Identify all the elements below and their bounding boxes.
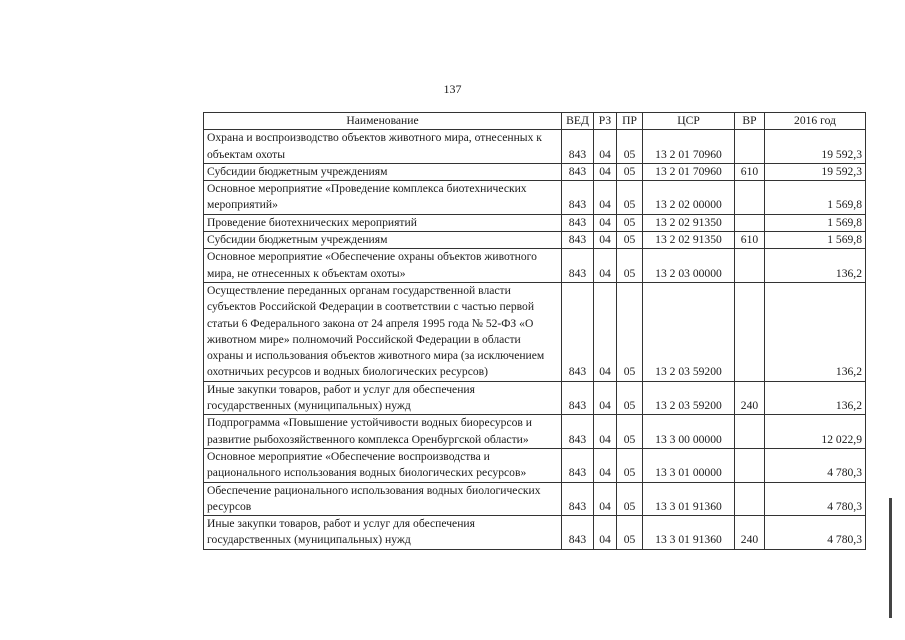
row-csr: 13 2 01 70960 — [643, 130, 735, 164]
row-amount: 136,2 — [765, 381, 866, 415]
row-ved: 843 — [562, 130, 594, 164]
row-name: Основное мероприятие «Проведение комплекса биотехнических мероприятий» — [204, 181, 562, 215]
row-amount: 4 780,3 — [765, 516, 866, 550]
budget-table — [203, 112, 866, 550]
table-body — [204, 130, 866, 549]
row-vr — [735, 282, 765, 381]
row-pr: 05 — [617, 214, 643, 231]
row-csr: 13 3 01 91360 — [643, 482, 735, 516]
row-rz: 04 — [594, 381, 617, 415]
row-name: Осуществление переданных органам государственной власти субъектов Российской Федерации в соответствии с частью первой статьи 6 Федерального закона от 24 апреля 1995 года № 52-ФЗ «О животном мире» полномочий Российской Федерации в области охраны и использования объектов животного мира (за исключением охотничьих ресурсов и водных биологических ресурсов) — [204, 282, 562, 381]
row-ved: 843 — [562, 163, 594, 180]
row-name: Субсидии бюджетным учреждениям — [204, 163, 562, 180]
row-pr: 05 — [617, 232, 643, 249]
row-name: Подпрограмма «Повышение устойчивости водных биоресурсов и развитие рыбохозяйственного комплекса Оренбургской области» — [204, 415, 562, 449]
row-rz: 04 — [594, 448, 617, 482]
header-rz: РЗ — [594, 113, 617, 130]
row-vr: 610 — [735, 232, 765, 249]
row-amount: 4 780,3 — [765, 482, 866, 516]
row-amount: 1 569,8 — [765, 232, 866, 249]
row-amount: 136,2 — [765, 249, 866, 283]
row-ved: 843 — [562, 232, 594, 249]
row-vr — [735, 448, 765, 482]
table-row — [204, 249, 866, 283]
header-row — [204, 113, 866, 130]
row-name: Основное мероприятие «Обеспечение воспроизводства и рационального использования водных биологических ресурсов» — [204, 448, 562, 482]
row-rz: 04 — [594, 249, 617, 283]
row-ved: 843 — [562, 181, 594, 215]
row-pr: 05 — [617, 249, 643, 283]
row-amount: 136,2 — [765, 282, 866, 381]
row-vr — [735, 482, 765, 516]
row-csr: 13 3 01 91360 — [643, 516, 735, 550]
row-vr — [735, 249, 765, 283]
table-row — [204, 214, 866, 231]
row-csr: 13 2 02 00000 — [643, 181, 735, 215]
row-ved: 843 — [562, 482, 594, 516]
row-vr — [735, 130, 765, 164]
row-pr: 05 — [617, 516, 643, 550]
row-pr: 05 — [617, 381, 643, 415]
row-pr: 05 — [617, 163, 643, 180]
row-rz: 04 — [594, 482, 617, 516]
row-pr: 05 — [617, 448, 643, 482]
row-rz: 04 — [594, 214, 617, 231]
table-row — [204, 482, 866, 516]
row-csr: 13 2 03 00000 — [643, 249, 735, 283]
row-name: Субсидии бюджетным учреждениям — [204, 232, 562, 249]
row-rz: 04 — [594, 181, 617, 215]
row-ved: 843 — [562, 282, 594, 381]
row-amount: 1 569,8 — [765, 214, 866, 231]
header-year: 2016 год — [765, 113, 866, 130]
row-pr: 05 — [617, 130, 643, 164]
row-vr — [735, 181, 765, 215]
row-amount: 19 592,3 — [765, 130, 866, 164]
row-name: Проведение биотехнических мероприятий — [204, 214, 562, 231]
row-csr: 13 2 03 59200 — [643, 381, 735, 415]
row-rz: 04 — [594, 415, 617, 449]
table-row — [204, 516, 866, 550]
row-name: Основное мероприятие «Обеспечение охраны объектов животного мира, не отнесенных к объектам охоты» — [204, 249, 562, 283]
row-rz: 04 — [594, 130, 617, 164]
header-ved: ВЕД — [562, 113, 594, 130]
table-row — [204, 415, 866, 449]
row-name: Охрана и воспроизводство объектов животного мира, отнесенных к объектам охоты — [204, 130, 562, 164]
scan-edge-line — [889, 498, 892, 618]
table-header — [204, 113, 866, 130]
header-vr: ВР — [735, 113, 765, 130]
table-row — [204, 130, 866, 164]
row-rz: 04 — [594, 163, 617, 180]
row-pr: 05 — [617, 282, 643, 381]
row-rz: 04 — [594, 516, 617, 550]
row-ved: 843 — [562, 214, 594, 231]
row-csr: 13 2 03 59200 — [643, 282, 735, 381]
table-row — [204, 232, 866, 249]
row-name: Иные закупки товаров, работ и услуг для обеспечения государственных (муниципальных) нужд — [204, 381, 562, 415]
row-name: Обеспечение рационального использования водных биологических ресурсов — [204, 482, 562, 516]
row-name: Иные закупки товаров, работ и услуг для обеспечения государственных (муниципальных) нужд — [204, 516, 562, 550]
table-row — [204, 181, 866, 215]
row-vr: 240 — [735, 381, 765, 415]
row-rz: 04 — [594, 232, 617, 249]
row-csr: 13 3 00 00000 — [643, 415, 735, 449]
row-amount: 1 569,8 — [765, 181, 866, 215]
row-amount: 4 780,3 — [765, 448, 866, 482]
row-ved: 843 — [562, 249, 594, 283]
header-pr: ПР — [617, 113, 643, 130]
header-name: Наименование — [204, 113, 562, 130]
row-ved: 843 — [562, 448, 594, 482]
row-amount: 19 592,3 — [765, 163, 866, 180]
row-ved: 843 — [562, 415, 594, 449]
row-rz: 04 — [594, 282, 617, 381]
row-ved: 843 — [562, 381, 594, 415]
row-csr: 13 2 02 91350 — [643, 214, 735, 231]
row-ved: 843 — [562, 516, 594, 550]
table-row — [204, 448, 866, 482]
table-row — [204, 381, 866, 415]
row-pr: 05 — [617, 181, 643, 215]
row-vr — [735, 415, 765, 449]
page-number: 137 — [443, 82, 462, 96]
table-row — [204, 163, 866, 180]
row-vr: 610 — [735, 163, 765, 180]
header-csr: ЦСР — [643, 113, 735, 130]
row-vr: 240 — [735, 516, 765, 550]
row-pr: 05 — [617, 415, 643, 449]
row-csr: 13 2 02 91350 — [643, 232, 735, 249]
row-csr: 13 2 01 70960 — [643, 163, 735, 180]
row-pr: 05 — [617, 482, 643, 516]
row-csr: 13 3 01 00000 — [643, 448, 735, 482]
table-row — [204, 282, 866, 381]
row-amount: 12 022,9 — [765, 415, 866, 449]
row-vr — [735, 214, 765, 231]
